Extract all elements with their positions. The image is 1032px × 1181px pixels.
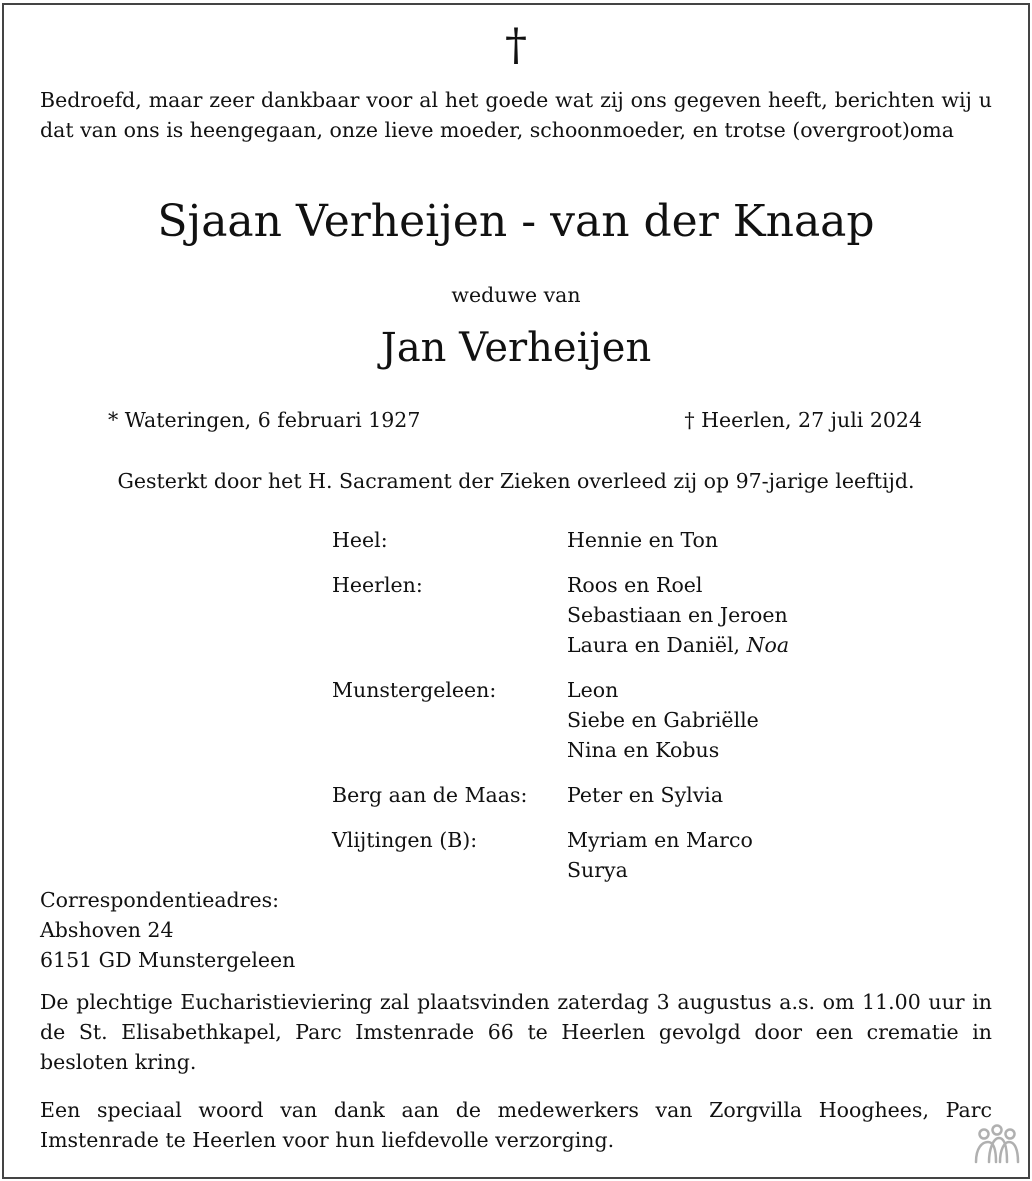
deceased-name: Sjaan Verheijen - van der Knaap xyxy=(157,196,875,247)
family-member xyxy=(567,630,789,660)
family-place: Munstergeleen: xyxy=(332,678,497,702)
address-city: 6151 GD Munstergeleen xyxy=(40,948,296,972)
cross-symbol: † xyxy=(505,20,527,71)
family-names xyxy=(567,525,718,555)
family-place: Berg aan de Maas: xyxy=(332,783,528,807)
family-member: Roos en Roel xyxy=(567,573,703,597)
thanks-text: Een speciaal woord van dank aan de medewerkers van Zorgvilla Hooghees, Parc Imstenrade te Heerlen voor hun liefdevolle verzorging. xyxy=(40,1098,992,1152)
family-names xyxy=(567,675,759,765)
people-group-icon xyxy=(972,1124,1022,1170)
family-member: Siebe en Gabriëlle xyxy=(567,708,759,732)
family-place: Heel: xyxy=(332,528,388,552)
family-member: Sebastiaan en Jeroen xyxy=(567,603,788,627)
service-text: De plechtige Eucharistieviering zal plaatsvinden zaterdag 3 augustus a.s. om 11.00 uur in de St. Elisabethkapel, Parc Imstenrade 66 te Heerlen gevolgd door een crematie in besloten kring. xyxy=(40,990,992,1074)
family-names xyxy=(567,825,753,885)
family-member: Peter en Sylvia xyxy=(567,783,724,807)
family-member: Leon xyxy=(567,678,619,702)
sacrament-text: Gesterkt door het H. Sacrament der Zieken overleed zij op 97-jarige leeftijd. xyxy=(117,469,915,493)
family-member-text: Laura en Daniël, xyxy=(567,633,741,657)
birth-info: * Wateringen, 6 februari 1927 xyxy=(108,408,421,432)
correspondence-label: Correspondentieadres: xyxy=(40,888,280,912)
family-member: Myriam en Marco xyxy=(567,828,753,852)
widow-of-label: weduwe van xyxy=(451,283,581,307)
family-names xyxy=(567,570,789,660)
death-info: † Heerlen, 27 juli 2024 xyxy=(684,408,922,432)
family-place: Vlijtingen (B): xyxy=(332,828,478,852)
family-member: Hennie en Ton xyxy=(567,528,719,552)
family-member: Nina en Kobus xyxy=(567,738,720,762)
family-member: Surya xyxy=(567,858,628,882)
family-names xyxy=(567,780,723,810)
grandchild-name: Noa xyxy=(746,633,790,657)
intro-text: Bedroefd, maar zeer dankbaar voor al het goede wat zij ons gegeven heeft, berichten wij u dat van ons is heengegaan, onze lieve moeder, schoonmoeder, en trotse (overgroot)oma xyxy=(40,88,992,142)
correspondence-address xyxy=(40,885,295,975)
family-place: Heerlen: xyxy=(332,573,423,597)
address-street: Abshoven 24 xyxy=(40,918,174,942)
spouse-name: Jan Verheijen xyxy=(380,325,652,371)
